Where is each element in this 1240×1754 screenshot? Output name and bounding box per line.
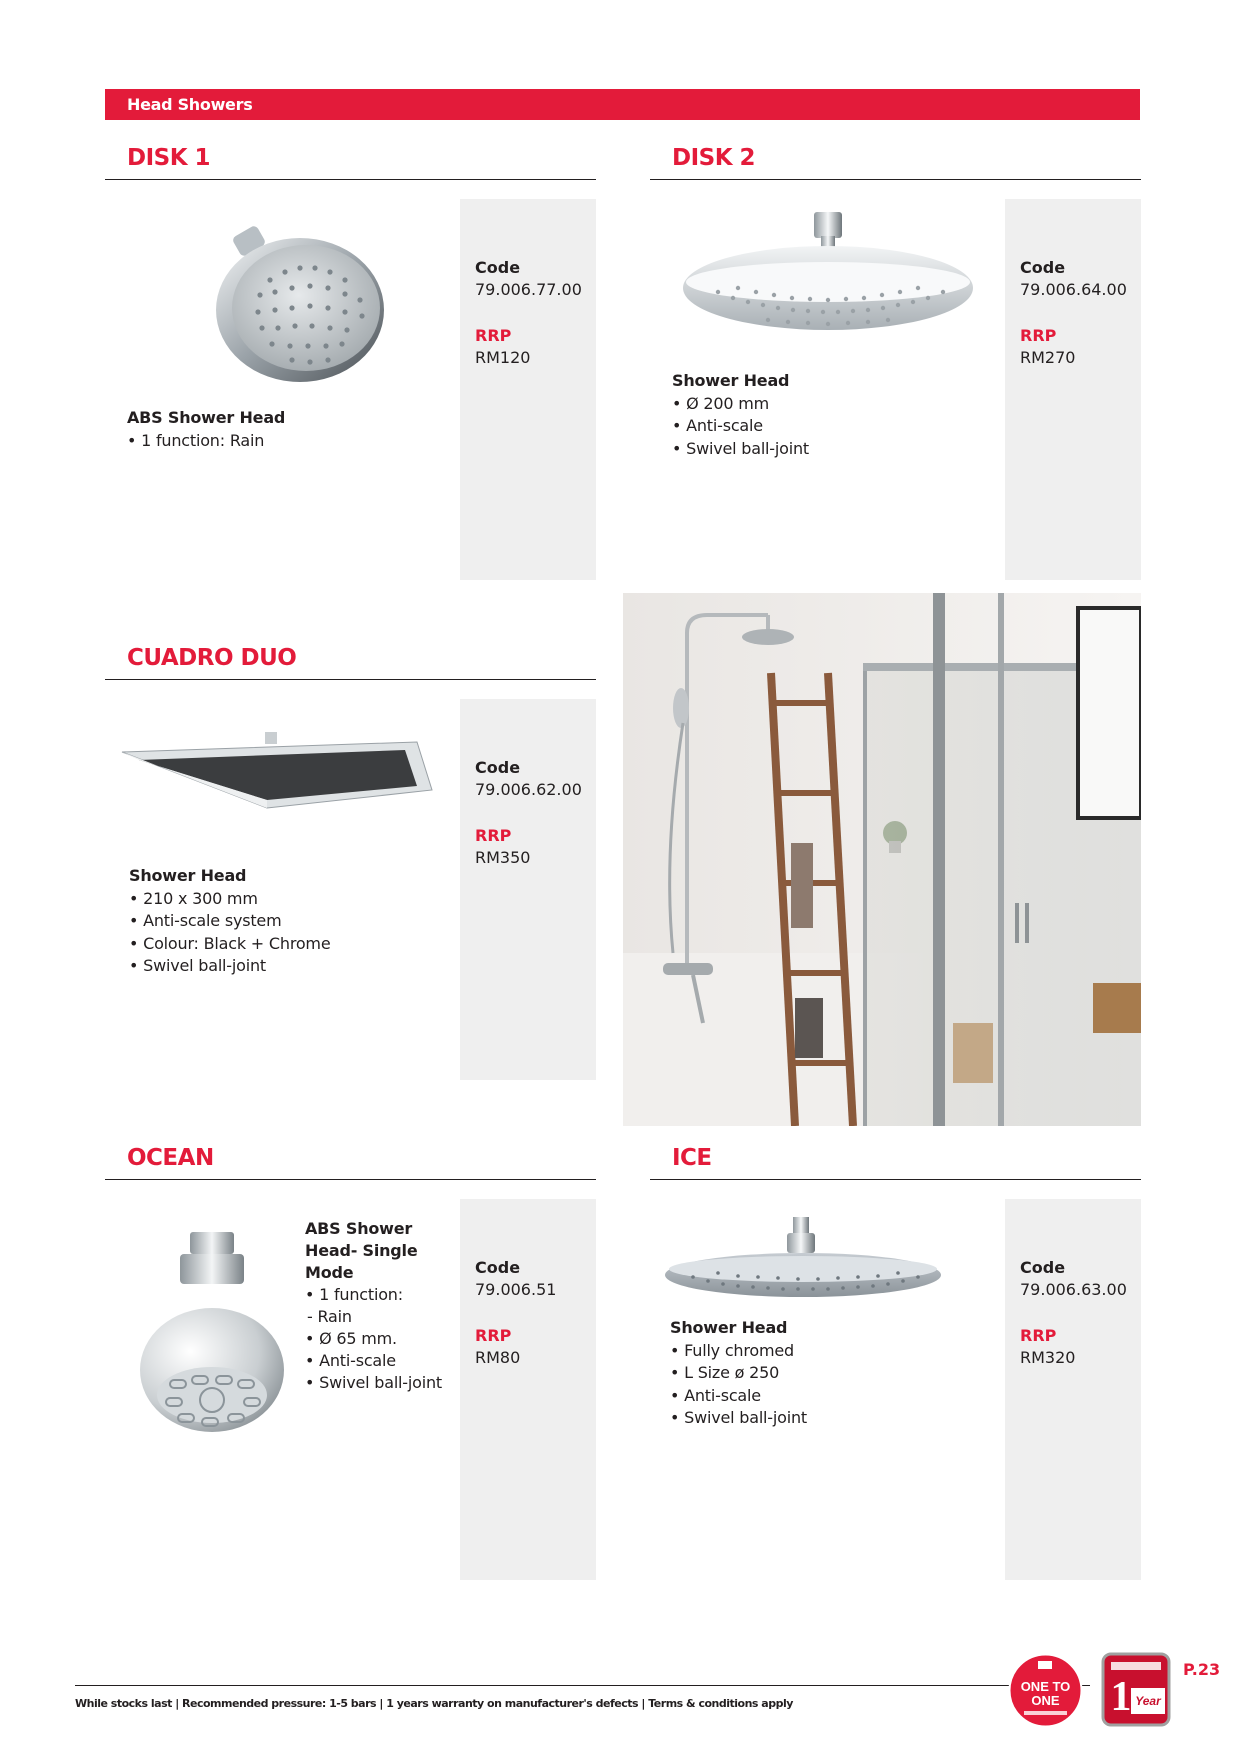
product-description: [127, 407, 285, 452]
title-divider: [105, 1179, 596, 1180]
description-line: • Swivel ball-joint: [670, 1408, 807, 1427]
product-info-panel: [460, 699, 596, 1080]
product-title: OCEAN: [127, 1145, 214, 1171]
description-line: • Anti-scale: [305, 1351, 396, 1370]
code-label: Code: [1020, 1258, 1066, 1277]
disk1-shower-head-image: [200, 220, 390, 390]
product-disk1: [105, 145, 596, 575]
cuadro-duo-shower-head-image: [117, 730, 437, 810]
section-banner: [105, 89, 1140, 120]
product-info-panel: [1005, 1199, 1141, 1580]
product-cuadro-duo: [105, 645, 596, 1075]
code-label: Code: [475, 758, 521, 777]
description-line: • Fully chromed: [670, 1340, 794, 1360]
product-title: DISK 2: [672, 145, 756, 171]
ice-shower-head-image: [663, 1215, 948, 1310]
product-code: 79.006.64.00: [1020, 280, 1127, 299]
title-divider: [650, 179, 1141, 180]
description-line: • Colour: Black + Chrome: [129, 933, 331, 953]
product-description: [670, 1317, 807, 1430]
product-code: 79.006.51: [475, 1280, 557, 1299]
product-info-panel: [460, 1199, 596, 1580]
title-divider: [105, 179, 596, 180]
description-title: ABS Shower Head: [127, 408, 286, 427]
rrp-label: RRP: [1020, 1326, 1057, 1345]
one-year-warranty-badge: [1101, 1652, 1171, 1727]
product-disk2: [650, 145, 1141, 575]
warranty-number: 1: [1110, 1674, 1132, 1720]
description-line: • Anti-scale: [670, 1385, 761, 1405]
product-code: 79.006.62.00: [475, 780, 582, 799]
footer-disclaimer: While stocks last | Recommended pressure: 1-5 bars | 1 years warranty on manufacturer's defects | Terms & conditions apply: [75, 1697, 793, 1710]
section-title: Head Showers: [127, 95, 253, 114]
badge-line: ONE: [1031, 1693, 1060, 1708]
rrp-label: RRP: [475, 826, 512, 845]
description-line: • Anti-scale: [672, 416, 763, 435]
description-line: • Ø 65 mm.: [305, 1329, 397, 1348]
one-to-one-replacement-badge: [1008, 1653, 1083, 1728]
code-label: Code: [475, 258, 521, 277]
description-line: • Swivel ball-joint: [129, 956, 266, 975]
product-title: DISK 1: [127, 145, 211, 171]
description-line: • 210 x 300 mm: [129, 888, 258, 908]
description-line: • 1 function:: [305, 1285, 403, 1304]
description-line: • Ø 200 mm: [672, 393, 770, 413]
product-price: RM120: [475, 348, 531, 367]
title-divider: [650, 1179, 1141, 1180]
disk2-shower-head-image: [678, 210, 978, 335]
product-price: RM350: [475, 848, 531, 867]
description-line: • Swivel ball-joint: [672, 438, 809, 458]
description-line: • 1 function: Rain: [127, 430, 265, 450]
rrp-label: RRP: [1020, 326, 1057, 345]
description-title-line: ABS Shower: [305, 1219, 413, 1238]
product-description: [672, 370, 809, 460]
product-title: ICE: [672, 1145, 712, 1171]
ocean-shower-head-image: [130, 1230, 290, 1435]
description-line: • Swivel ball-joint: [305, 1373, 442, 1392]
code-label: Code: [475, 1258, 521, 1277]
code-label: Code: [1020, 258, 1066, 277]
product-info-panel: [460, 199, 596, 580]
product-price: RM270: [1020, 348, 1076, 367]
product-description: [129, 865, 330, 978]
product-ocean: [105, 1145, 596, 1575]
title-divider: [105, 679, 596, 680]
product-price: RM80: [475, 1348, 521, 1367]
badge-line: ONE TO: [1020, 1679, 1071, 1694]
rrp-label: RRP: [475, 1326, 512, 1345]
description-title-line: Mode: [305, 1263, 354, 1282]
description-line: - Rain: [307, 1307, 352, 1326]
description-title-line: Head- Single: [305, 1241, 418, 1260]
description-title: Shower Head: [129, 866, 247, 885]
rrp-label: RRP: [475, 326, 512, 345]
description-line: • Anti-scale system: [129, 911, 282, 930]
page-number: P.23: [1183, 1660, 1221, 1679]
description-title: Shower Head: [670, 1318, 788, 1337]
description-title: Shower Head: [672, 371, 790, 390]
product-title: CUADRO DUO: [127, 645, 297, 671]
product-price: RM320: [1020, 1348, 1076, 1367]
product-code: 79.006.77.00: [475, 280, 582, 299]
product-code: 79.006.63.00: [1020, 1280, 1127, 1299]
bathroom-lifestyle-photo: [623, 593, 1141, 1126]
footer-divider: [75, 1685, 1090, 1686]
product-info-panel: [1005, 199, 1141, 580]
warranty-word: Year: [1135, 1694, 1161, 1708]
description-line: • L Size ø 250: [670, 1363, 780, 1382]
product-ice: [650, 1145, 1141, 1575]
